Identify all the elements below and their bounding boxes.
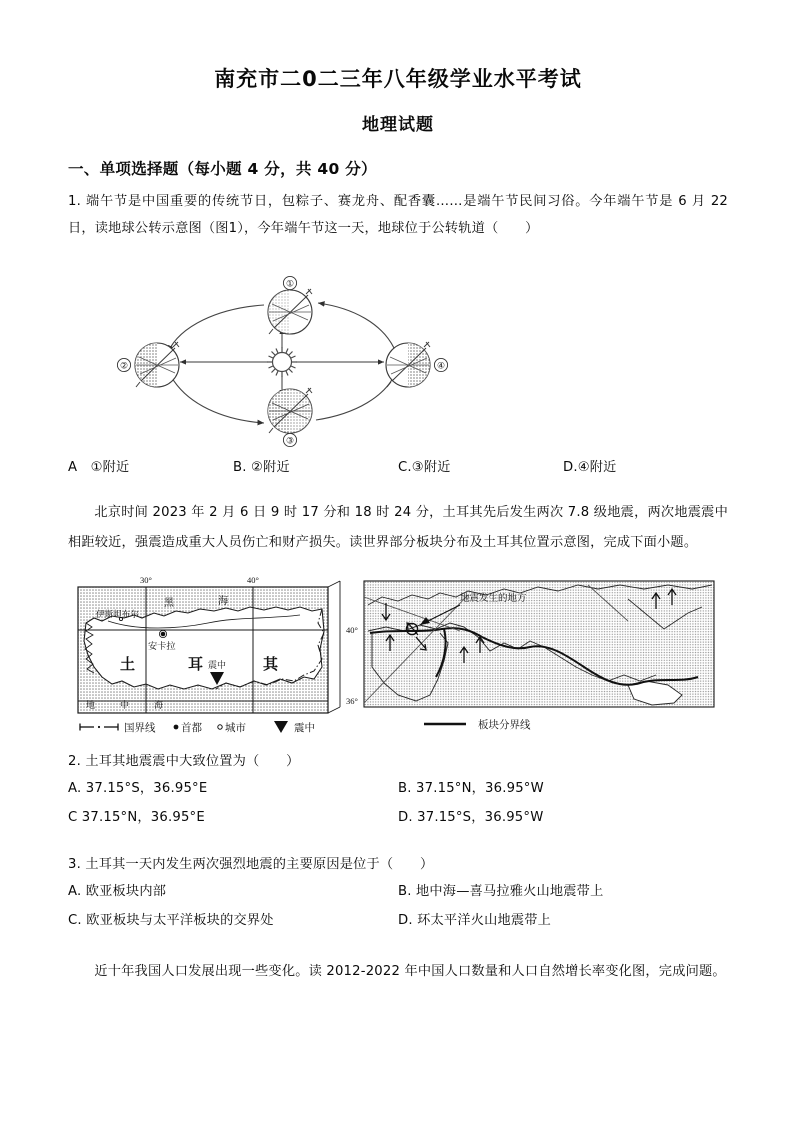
figure-earth-revolution (68, 248, 728, 453)
passage-turkey-earthquake: 北京时间 2023 年 2 月 6 日 9 时 17 分和 18 时 24 分，土耳其先后发生两次 7.8 级地震，两次地震震中相距较近，强震造成重大人员伤亡和财产损失。读世界部分板块分布及土耳其位置示意图，完成下面小题。 (68, 505, 728, 551)
section-heading: 一、单项选择题（每小题 4 分，共 40 分） (68, 160, 377, 179)
question-2-options-row-1 (68, 774, 728, 803)
plate-boundary-map (364, 581, 714, 707)
turkey-map-lon-label-40: 40° (247, 574, 259, 585)
turkey-map-lat-label-40: 40° (346, 624, 358, 635)
q1-option-a[interactable]: A ①附近 (68, 460, 130, 476)
legend-label-boundary: 国界线 (124, 721, 156, 734)
turkey-map-legend (80, 721, 315, 734)
legend-label-city: 城市 (225, 721, 246, 734)
turkey-map (78, 575, 358, 713)
q1-option-d[interactable]: D.④附近 (563, 460, 617, 476)
page-subtitle: 地理试题 (362, 115, 434, 136)
question-3-text: 3. 土耳其一天内发生两次强烈地震的主要原因是位于（ ） (68, 857, 434, 873)
page-content (68, 0, 728, 987)
label-mediterranean-2: 中 (120, 700, 130, 711)
earth-position-1 (268, 277, 312, 335)
question-2-options-row-2 (68, 803, 728, 832)
q3-option-a[interactable]: A. 欧亚板块内部 (68, 884, 167, 900)
turkey-map-lat-label-36: 36° (346, 695, 358, 706)
question-3-options-row-1 (68, 877, 728, 906)
page-title: 南充市二0二三年八年级学业水平考试 (214, 67, 582, 91)
turkey-map-lon-label-30: 30° (140, 574, 152, 585)
label-country-char-3: 其 (263, 654, 279, 673)
earth-label-1: ① (285, 280, 295, 291)
sun-icon (267, 347, 297, 377)
question-1-text: 1. 端午节是中国重要的传统节日，包粽子、赛龙舟、配香囊……是端午节民间习俗。今年端午节是 6 月 22 日，读地球公转示意图（图1），今年端午节这一天，地球位于公转轨道（ ） (68, 194, 728, 237)
q2-option-a[interactable]: A. 37.15°S，36.95°E (68, 780, 208, 796)
plate-map-annotation: 地震发生的地方 (460, 592, 527, 604)
label-black-sea-1: 黑 (164, 597, 174, 609)
q1-option-b[interactable]: B. ②附近 (233, 460, 290, 476)
label-epicenter: 震中 (208, 660, 227, 671)
q2-option-b[interactable]: B. 37.15°N，36.95°W (398, 780, 544, 796)
label-mediterranean-1: 地 (86, 700, 96, 711)
q2-option-c[interactable]: C 37.15°N，36.95°E (68, 810, 205, 825)
label-black-sea-2: 海 (218, 595, 228, 607)
q3-option-d[interactable]: D. 环太平洋火山地震带上 (398, 913, 552, 929)
q2-option-d[interactable]: D. 37.15°S，36.95°W (398, 810, 544, 825)
legend-label-plate-boundary: 板块分界线 (478, 718, 531, 731)
label-istanbul: 伊斯坦布尔 (96, 609, 139, 620)
passage-population: 近十年我国人口发展出现一些变化。读 2012-2022 年中国人口数量和人口自然增长率变化图，完成问题。 (94, 964, 726, 980)
legend-label-epicenter: 震中 (294, 721, 315, 734)
label-country-char-2: 耳 (188, 654, 204, 673)
q1-option-c[interactable]: C.③附近 (398, 460, 451, 476)
label-mediterranean-3: 海 (154, 700, 164, 711)
earth-label-4: ④ (436, 362, 446, 373)
figure-turkey-and-plates (68, 571, 728, 743)
question-2-text: 2. 土耳其地震震中大致位置为（ ） (68, 753, 300, 769)
earth-position-4 (386, 342, 448, 387)
question-1-options (68, 453, 728, 482)
plate-map-legend (424, 718, 531, 731)
earth-label-3: ③ (285, 437, 295, 448)
label-country-char-1: 土 (120, 654, 136, 673)
earth-position-2 (117, 342, 179, 387)
q3-option-b[interactable]: B. 地中海—喜马拉雅火山地震带上 (398, 884, 604, 900)
earth-position-3 (268, 388, 312, 447)
legend-label-capital: 首都 (181, 721, 202, 734)
question-3-options-row-2 (68, 906, 728, 935)
label-ankara: 安卡拉 (148, 640, 176, 652)
q3-option-c[interactable]: C. 欧亚板块与太平洋板块的交界处 (68, 913, 274, 929)
legend-epicenter-icon (274, 721, 288, 733)
earth-label-2: ② (119, 362, 129, 373)
